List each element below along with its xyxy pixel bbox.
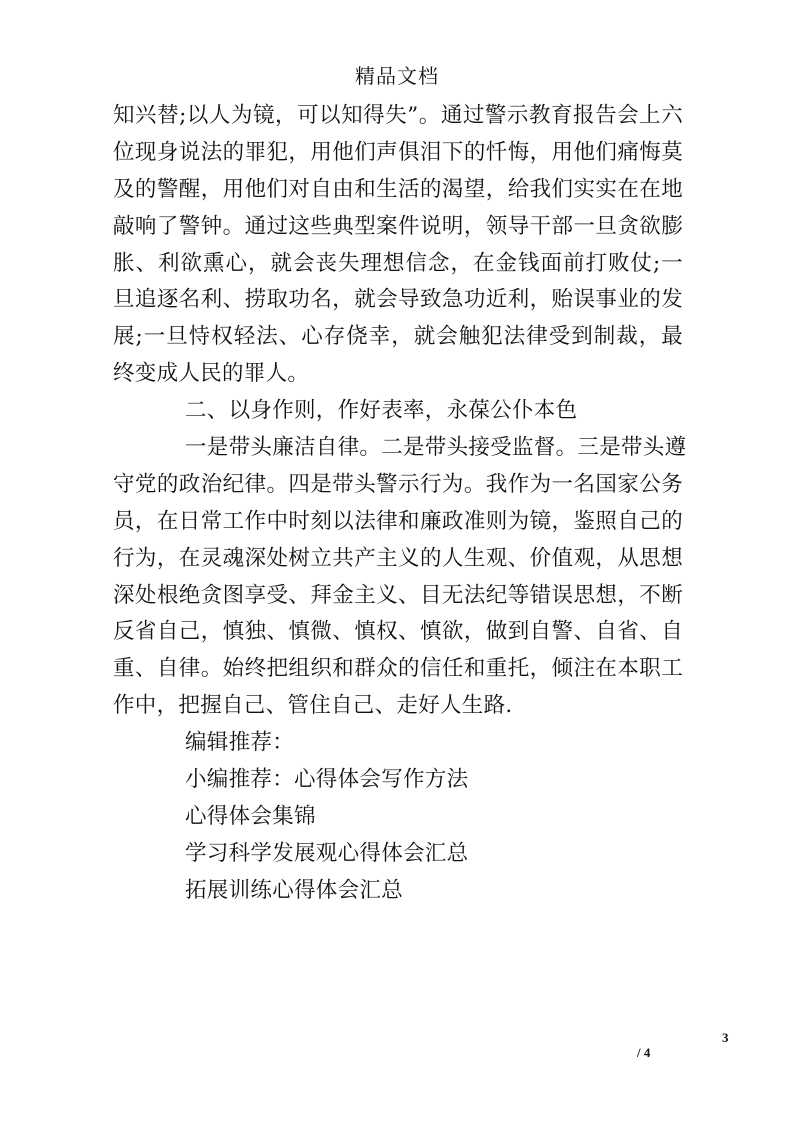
- section-heading: 二、以身作则，作好表率，永葆公仆本色: [185, 398, 578, 424]
- body-line: 一是带头廉洁自律。二是带头接受监督。三是带头遵: [185, 435, 687, 461]
- recommend-link[interactable]: 拓展训练心得体会汇总: [185, 877, 404, 903]
- body-line: 位现身说法的罪犯，用他们声俱泪下的忏悔，用他们痛悔莫: [113, 139, 683, 165]
- page-total: / 4: [637, 1045, 651, 1060]
- body-line: 员，在日常工作中时刻以法律和廉政准则为镜，鉴照自己的: [113, 508, 683, 534]
- body-line: 行为，在灵魂深处树立共产主义的人生观、价值观，从思想: [113, 545, 683, 571]
- body-line: 旦追逐名利、捞取功名，就会导致急功近利，贻误事业的发: [113, 287, 683, 313]
- body-line: 深处根绝贪图享受、拜金主义、目无法纪等错误思想，不断: [113, 582, 683, 608]
- recommend-link[interactable]: 心得体会集锦: [185, 803, 316, 829]
- body-line: 反省自己，慎独、慎微、慎权、慎欲，做到自警、自省、自: [113, 619, 683, 645]
- body-line: 及的警醒，用他们对自由和生活的渴望，给我们实实在在地: [113, 176, 683, 202]
- body-line: 知兴替;以人为镜，可以知得失”。通过警示教育报告会上六: [113, 103, 683, 128]
- body-line: 胀、利欲熏心，就会丧失理想信念，在金钱面前打败仗;一: [113, 250, 683, 276]
- recommend-heading: 编辑推荐：: [185, 730, 295, 756]
- body-line: 重、自律。始终把组织和群众的信任和重托，倾注在本职工: [113, 656, 683, 682]
- body-line: 作中，把握自己、管住自己、走好人生路.: [113, 693, 513, 719]
- recommend-link[interactable]: 学习科学发展观心得体会汇总: [185, 840, 469, 866]
- page-number: 3: [722, 1030, 729, 1045]
- document-header: 精品文档: [355, 64, 439, 88]
- body-line: 终变成人民的罪人。: [113, 361, 310, 387]
- body-line: 守党的政治纪律。四是带头警示行为。我作为一名国家公务: [113, 471, 683, 497]
- recommend-link[interactable]: 小编推荐：心得体会写作方法: [185, 767, 469, 793]
- body-line: 展;一旦恃权轻法、心存侥幸，就会触犯法律受到制裁，最: [113, 324, 683, 350]
- body-line: 敲响了警钟。通过这些典型案件说明，领导干部一旦贪欲膨: [113, 213, 683, 239]
- document-body: [113, 98, 687, 910]
